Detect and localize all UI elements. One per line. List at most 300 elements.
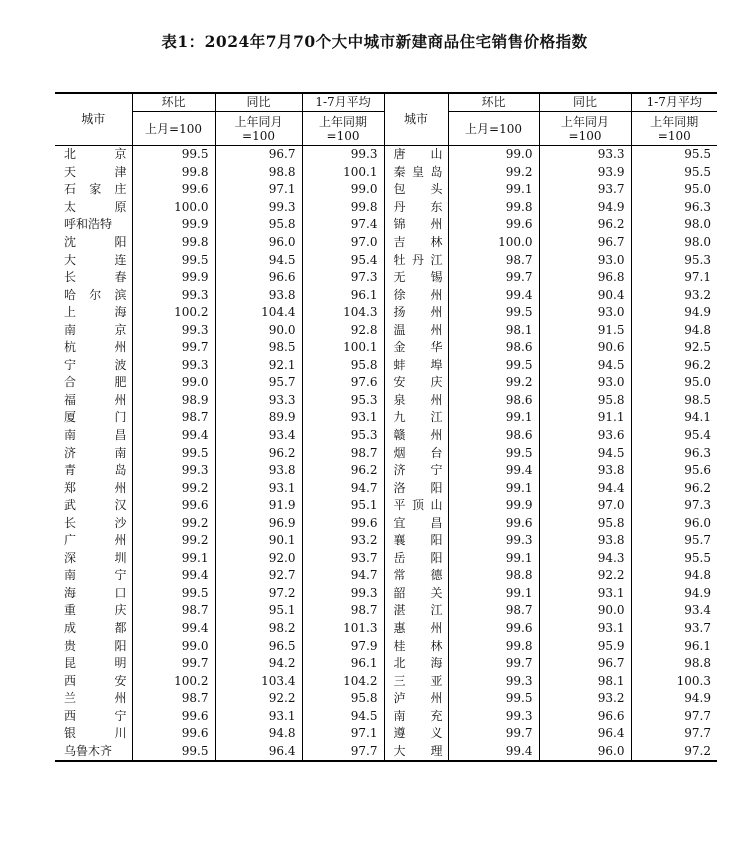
mom-cell-2: 99.3	[448, 532, 539, 550]
city-cell-2: 大 理	[384, 743, 448, 762]
col-header-city-2: 城市	[384, 93, 448, 146]
yoy-cell-2: 96.0	[539, 743, 631, 762]
mom-cell-2: 99.9	[448, 497, 539, 515]
mom-cell: 99.2	[132, 532, 215, 550]
table-row	[55, 602, 717, 620]
col-header-avg: 1-7月平均	[302, 93, 384, 112]
avg-cell: 97.7	[302, 743, 384, 762]
city-cell-2: 宜 昌	[384, 514, 448, 532]
avg-cell: 100.1	[302, 339, 384, 357]
mom-cell: 99.4	[132, 427, 215, 445]
yoy-cell: 93.1	[215, 708, 302, 726]
city-cell-2: 桂 林	[384, 637, 448, 655]
mom-cell: 99.1	[132, 550, 215, 568]
yoy-cell: 90.0	[215, 321, 302, 339]
avg-cell-2: 94.9	[631, 690, 717, 708]
mom-cell: 98.7	[132, 690, 215, 708]
avg-cell: 97.9	[302, 637, 384, 655]
city-cell-2: 烟 台	[384, 444, 448, 462]
city-cell-2: 牡 丹 江	[384, 251, 448, 269]
avg-cell: 94.5	[302, 708, 384, 726]
avg-cell: 94.7	[302, 567, 384, 585]
table-row	[55, 655, 717, 673]
yoy-cell-2: 93.1	[539, 620, 631, 638]
table-row	[55, 532, 717, 550]
avg-cell: 95.3	[302, 427, 384, 445]
avg-cell: 98.7	[302, 444, 384, 462]
mom-cell-2: 99.4	[448, 743, 539, 762]
avg-cell-2: 96.2	[631, 479, 717, 497]
yoy-cell-2: 93.0	[539, 251, 631, 269]
yoy-cell: 93.8	[215, 462, 302, 480]
avg-cell-2: 94.9	[631, 585, 717, 603]
table-row	[55, 550, 717, 568]
col-subheader-mom: 上月=100	[132, 112, 215, 146]
avg-cell: 95.3	[302, 392, 384, 410]
mom-cell-2: 98.7	[448, 602, 539, 620]
city-cell-2: 平 顶 山	[384, 497, 448, 515]
city-cell: 北 京	[64, 147, 127, 162]
mom-cell-2: 98.7	[448, 251, 539, 269]
city-cell-2: 洛 阳	[384, 479, 448, 497]
city-cell: 青 岛	[64, 463, 127, 478]
table-row	[55, 199, 717, 217]
yoy-cell: 91.9	[215, 497, 302, 515]
table-row	[55, 409, 717, 427]
mom-cell: 99.6	[132, 181, 215, 199]
city-cell: 天 津	[64, 164, 127, 179]
mom-cell: 99.8	[132, 164, 215, 182]
avg-base-line-2: =100	[657, 128, 691, 143]
yoy-cell-2: 93.8	[539, 462, 631, 480]
city-cell: 南 京	[64, 322, 127, 337]
avg-cell-2: 98.5	[631, 392, 717, 410]
table-row	[55, 392, 717, 410]
mom-cell: 99.2	[132, 514, 215, 532]
yoy-cell-2: 95.8	[539, 392, 631, 410]
mom-cell-2: 99.8	[448, 199, 539, 217]
mom-cell-2: 99.7	[448, 655, 539, 673]
yoy-cell-2: 97.0	[539, 497, 631, 515]
yoy-cell: 92.2	[215, 690, 302, 708]
city-cell-2: 吉 林	[384, 234, 448, 252]
avg-cell-2: 93.2	[631, 286, 717, 304]
table-row	[55, 251, 717, 269]
yoy-cell-2: 96.2	[539, 216, 631, 234]
yoy-cell: 98.5	[215, 339, 302, 357]
yoy-cell: 99.3	[215, 199, 302, 217]
table-row	[55, 672, 717, 690]
avg-cell: 99.3	[302, 146, 384, 164]
mom-cell: 100.0	[132, 199, 215, 217]
city-cell: 武 汉	[64, 498, 127, 513]
avg-cell: 92.8	[302, 321, 384, 339]
yoy-base-line-2: =100	[568, 128, 602, 143]
mom-cell-2: 99.5	[448, 444, 539, 462]
col-subheader-yoy	[215, 112, 302, 146]
city-cell-2: 丹 东	[384, 199, 448, 217]
yoy-cell-2: 96.6	[539, 708, 631, 726]
city-cell: 昆 明	[64, 656, 127, 671]
mom-cell-2: 99.4	[448, 286, 539, 304]
yoy-cell-2: 92.2	[539, 567, 631, 585]
mom-cell: 98.7	[132, 602, 215, 620]
mom-cell-2: 99.6	[448, 514, 539, 532]
col-header-city: 城市	[55, 93, 132, 146]
table-row	[55, 427, 717, 445]
yoy-cell: 94.8	[215, 725, 302, 743]
avg-cell: 97.3	[302, 269, 384, 287]
yoy-cell-2: 94.4	[539, 479, 631, 497]
mom-cell-2: 99.8	[448, 637, 539, 655]
mom-cell: 99.4	[132, 620, 215, 638]
avg-cell-2: 98.0	[631, 216, 717, 234]
city-cell: 沈 阳	[64, 235, 127, 249]
avg-cell-2: 94.8	[631, 567, 717, 585]
mom-cell: 98.9	[132, 392, 215, 410]
mom-cell: 99.7	[132, 655, 215, 673]
mom-cell: 99.3	[132, 286, 215, 304]
yoy-base-line-1: 上年同月	[234, 114, 283, 129]
table-row	[55, 146, 717, 164]
mom-cell: 99.5	[132, 251, 215, 269]
yoy-cell: 94.5	[215, 251, 302, 269]
table-row	[55, 374, 717, 392]
city-cell-2: 包 头	[384, 181, 448, 199]
table-row	[55, 304, 717, 322]
avg-cell: 101.3	[302, 620, 384, 638]
city-cell-2: 安 庆	[384, 374, 448, 392]
mom-cell: 99.6	[132, 725, 215, 743]
table-row	[55, 708, 717, 726]
city-cell: 广 州	[64, 533, 127, 548]
city-cell-2: 泸 州	[384, 690, 448, 708]
mom-cell-2: 99.3	[448, 708, 539, 726]
yoy-cell-2: 95.8	[539, 514, 631, 532]
city-cell: 郑 州	[64, 480, 127, 495]
avg-cell: 104.2	[302, 672, 384, 690]
city-cell: 西 宁	[64, 708, 127, 723]
avg-cell-2: 97.7	[631, 725, 717, 743]
avg-cell: 97.0	[302, 234, 384, 252]
yoy-cell-2: 93.2	[539, 690, 631, 708]
city-cell-2: 惠 州	[384, 620, 448, 638]
mom-cell: 99.5	[132, 146, 215, 164]
table-row	[55, 444, 717, 462]
table-row	[55, 743, 717, 762]
mom-cell-2: 99.1	[448, 409, 539, 427]
avg-cell-2: 97.7	[631, 708, 717, 726]
table-row	[55, 216, 717, 234]
table-row	[55, 164, 717, 182]
yoy-cell: 96.5	[215, 637, 302, 655]
avg-cell: 93.7	[302, 550, 384, 568]
yoy-cell: 93.8	[215, 286, 302, 304]
city-cell-2: 岳 阳	[384, 550, 448, 568]
yoy-cell: 103.4	[215, 672, 302, 690]
yoy-cell-2: 98.1	[539, 672, 631, 690]
yoy-cell: 90.1	[215, 532, 302, 550]
yoy-cell-2: 93.0	[539, 374, 631, 392]
city-cell-2: 金 华	[384, 339, 448, 357]
yoy-cell-2: 90.4	[539, 286, 631, 304]
mom-cell: 99.7	[132, 339, 215, 357]
mom-cell-2: 99.4	[448, 462, 539, 480]
table-row	[55, 321, 717, 339]
city-cell-2: 湛 江	[384, 602, 448, 620]
city-cell: 深 圳	[64, 550, 127, 565]
city-cell: 福 州	[64, 392, 127, 407]
avg-cell: 95.8	[302, 690, 384, 708]
table-row	[55, 620, 717, 638]
avg-cell: 100.1	[302, 164, 384, 182]
city-cell: 太 原	[64, 199, 127, 214]
city-cell-2: 南 充	[384, 708, 448, 726]
avg-cell: 95.4	[302, 251, 384, 269]
avg-cell-2: 94.8	[631, 321, 717, 339]
city-cell-2: 锦 州	[384, 216, 448, 234]
avg-cell: 96.1	[302, 655, 384, 673]
city-cell: 长 春	[64, 270, 127, 285]
yoy-cell-2: 94.5	[539, 357, 631, 375]
avg-cell-2: 93.7	[631, 620, 717, 638]
city-cell: 石 家 庄	[64, 182, 127, 197]
city-cell: 呼和浩特	[64, 217, 113, 232]
avg-cell-2: 97.2	[631, 743, 717, 762]
mom-cell-2: 98.1	[448, 321, 539, 339]
avg-cell-2: 96.3	[631, 199, 717, 217]
mom-cell: 99.4	[132, 567, 215, 585]
mom-cell-2: 98.6	[448, 427, 539, 445]
yoy-cell: 96.6	[215, 269, 302, 287]
city-cell-2: 济 宁	[384, 462, 448, 480]
avg-cell-2: 100.3	[631, 672, 717, 690]
avg-cell: 95.1	[302, 497, 384, 515]
city-cell-2: 赣 州	[384, 427, 448, 445]
city-cell: 哈 尔 滨	[64, 287, 127, 302]
avg-cell: 97.6	[302, 374, 384, 392]
avg-cell-2: 94.9	[631, 304, 717, 322]
city-cell: 杭 州	[64, 340, 127, 355]
yoy-cell: 95.7	[215, 374, 302, 392]
yoy-cell-2: 96.7	[539, 234, 631, 252]
city-cell: 乌鲁木齐	[64, 743, 113, 758]
mom-cell-2: 99.3	[448, 672, 539, 690]
avg-cell: 97.1	[302, 725, 384, 743]
yoy-cell-2: 96.8	[539, 269, 631, 287]
mom-cell: 99.8	[132, 234, 215, 252]
avg-cell: 98.7	[302, 602, 384, 620]
mom-cell: 99.5	[132, 743, 215, 762]
yoy-cell-2: 90.6	[539, 339, 631, 357]
city-cell-2: 北 海	[384, 655, 448, 673]
mom-cell-2: 99.1	[448, 181, 539, 199]
col-subheader-avg	[302, 112, 384, 146]
yoy-cell: 94.2	[215, 655, 302, 673]
col-subheader-mom-2: 上月=100	[448, 112, 539, 146]
mom-cell: 99.3	[132, 462, 215, 480]
mom-cell-2: 99.6	[448, 216, 539, 234]
mom-cell-2: 99.2	[448, 164, 539, 182]
avg-cell-2: 96.3	[631, 444, 717, 462]
avg-cell-2: 95.7	[631, 532, 717, 550]
city-cell-2: 蚌 埠	[384, 357, 448, 375]
yoy-cell: 96.9	[215, 514, 302, 532]
avg-cell: 104.3	[302, 304, 384, 322]
mom-cell-2: 98.8	[448, 567, 539, 585]
city-cell: 上 海	[64, 305, 127, 320]
mom-cell-2: 99.6	[448, 620, 539, 638]
yoy-cell-2: 96.7	[539, 655, 631, 673]
table-row	[55, 567, 717, 585]
avg-cell: 99.8	[302, 199, 384, 217]
avg-cell-2: 97.3	[631, 497, 717, 515]
avg-cell-2: 92.5	[631, 339, 717, 357]
yoy-cell-2: 94.3	[539, 550, 631, 568]
yoy-cell-2: 93.0	[539, 304, 631, 322]
table-row	[55, 234, 717, 252]
yoy-cell-2: 94.5	[539, 444, 631, 462]
col-header-mom-2: 环比	[448, 93, 539, 112]
avg-cell-2: 98.0	[631, 234, 717, 252]
table-body	[55, 93, 717, 761]
city-cell: 银 川	[64, 726, 127, 741]
avg-cell: 99.6	[302, 514, 384, 532]
city-cell-2: 三 亚	[384, 672, 448, 690]
avg-cell-2: 95.5	[631, 146, 717, 164]
city-cell: 西 安	[64, 673, 127, 688]
avg-cell-2: 95.5	[631, 550, 717, 568]
city-cell: 南 昌	[64, 428, 127, 443]
avg-cell-2: 95.0	[631, 181, 717, 199]
yoy-base-line-2: =100	[242, 128, 275, 143]
yoy-cell: 96.0	[215, 234, 302, 252]
avg-cell-2: 95.0	[631, 374, 717, 392]
yoy-cell: 96.7	[215, 146, 302, 164]
col-header-avg-2: 1-7月平均	[631, 93, 717, 112]
table-row	[55, 479, 717, 497]
city-cell-2: 扬 州	[384, 304, 448, 322]
mom-cell-2: 99.5	[448, 690, 539, 708]
city-cell-2: 无 锡	[384, 269, 448, 287]
avg-cell-2: 98.8	[631, 655, 717, 673]
yoy-cell: 98.8	[215, 164, 302, 182]
yoy-cell: 93.1	[215, 479, 302, 497]
city-cell: 海 口	[64, 585, 127, 600]
mom-cell: 99.0	[132, 637, 215, 655]
yoy-cell: 96.2	[215, 444, 302, 462]
yoy-cell-2: 93.1	[539, 585, 631, 603]
city-cell: 厦 门	[64, 410, 127, 425]
mom-cell-2: 99.7	[448, 725, 539, 743]
mom-cell: 100.2	[132, 672, 215, 690]
mom-cell: 99.3	[132, 357, 215, 375]
yoy-cell: 95.8	[215, 216, 302, 234]
yoy-cell: 93.4	[215, 427, 302, 445]
yoy-cell-2: 93.6	[539, 427, 631, 445]
avg-cell: 97.4	[302, 216, 384, 234]
city-cell-2: 遵 义	[384, 725, 448, 743]
yoy-base-line-1: 上年同月	[560, 114, 609, 129]
yoy-cell: 89.9	[215, 409, 302, 427]
avg-cell-2: 96.1	[631, 637, 717, 655]
avg-base-line-1: 上年同期	[650, 114, 699, 129]
avg-cell: 99.3	[302, 585, 384, 603]
table-row	[55, 514, 717, 532]
mom-cell: 99.9	[132, 269, 215, 287]
mom-cell: 99.6	[132, 708, 215, 726]
yoy-cell-2: 93.3	[539, 146, 631, 164]
city-cell-2: 唐 山	[384, 146, 448, 164]
mom-cell: 99.5	[132, 585, 215, 603]
mom-cell-2: 99.1	[448, 585, 539, 603]
avg-cell-2: 94.1	[631, 409, 717, 427]
mom-cell: 98.7	[132, 409, 215, 427]
avg-cell-2: 95.4	[631, 427, 717, 445]
city-cell-2: 襄 阳	[384, 532, 448, 550]
city-cell-2: 韶 关	[384, 585, 448, 603]
avg-cell: 96.2	[302, 462, 384, 480]
yoy-cell: 97.2	[215, 585, 302, 603]
mom-cell-2: 99.1	[448, 479, 539, 497]
mom-cell-2: 99.5	[448, 304, 539, 322]
avg-cell: 94.7	[302, 479, 384, 497]
avg-cell-2: 96.0	[631, 514, 717, 532]
avg-cell: 93.2	[302, 532, 384, 550]
mom-cell-2: 98.6	[448, 339, 539, 357]
table-row	[55, 462, 717, 480]
city-cell-2: 徐 州	[384, 286, 448, 304]
table-row	[55, 497, 717, 515]
table-row	[55, 286, 717, 304]
yoy-cell-2: 95.9	[539, 637, 631, 655]
price-index-table	[55, 92, 717, 762]
avg-cell-2: 95.5	[631, 164, 717, 182]
city-cell: 宁 波	[64, 357, 127, 372]
table-row	[55, 269, 717, 287]
col-subheader-yoy-2	[539, 112, 631, 146]
city-cell-2: 温 州	[384, 321, 448, 339]
mom-cell-2: 99.0	[448, 146, 539, 164]
avg-cell-2: 95.6	[631, 462, 717, 480]
avg-base-line-1: 上年同期	[318, 114, 367, 129]
yoy-cell: 95.1	[215, 602, 302, 620]
mom-cell-2: 100.0	[448, 234, 539, 252]
yoy-cell-2: 91.5	[539, 321, 631, 339]
header-row-1	[55, 93, 717, 112]
city-cell: 合 肥	[64, 375, 127, 390]
avg-cell: 99.0	[302, 181, 384, 199]
mom-cell: 99.5	[132, 444, 215, 462]
yoy-cell-2: 93.9	[539, 164, 631, 182]
yoy-cell-2: 96.4	[539, 725, 631, 743]
table-row	[55, 637, 717, 655]
yoy-cell: 93.3	[215, 392, 302, 410]
city-cell: 大 连	[64, 252, 127, 267]
mom-cell: 99.0	[132, 374, 215, 392]
table-row	[55, 357, 717, 375]
mom-cell: 100.2	[132, 304, 215, 322]
table-title: 表1：2024年7月70个大中城市新建商品住宅销售价格指数	[161, 32, 588, 51]
city-cell: 兰 州	[64, 691, 127, 706]
table-row	[55, 690, 717, 708]
avg-base-line-2: =100	[326, 128, 360, 143]
city-cell-2: 秦 皇 岛	[384, 164, 448, 182]
yoy-cell: 104.4	[215, 304, 302, 322]
col-header-yoy: 同比	[215, 93, 302, 112]
mom-cell: 99.6	[132, 497, 215, 515]
mom-cell-2: 99.2	[448, 374, 539, 392]
